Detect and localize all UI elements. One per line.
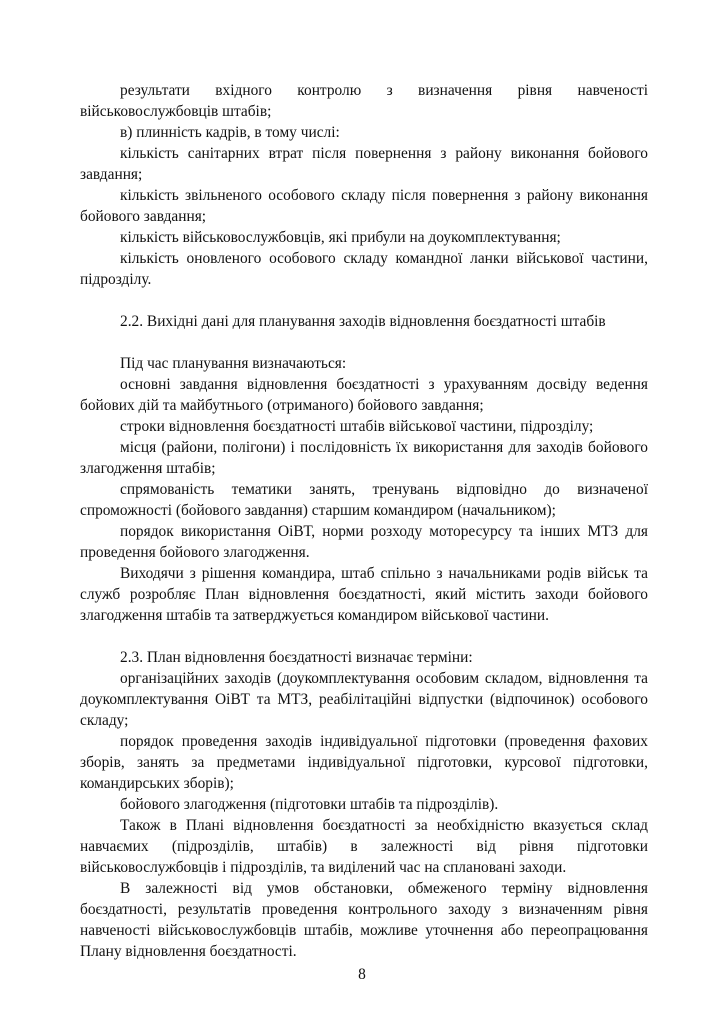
paragraph: кількість санітарних втрат після повернення з району виконання бойового завдання; [80, 145, 648, 183]
paragraph: організаційних заходів (доукомплектування особовим складом, відновлення та доукомплектування ОіВТ та МТЗ, реабілітаційні відпустки (відпочинок) особового складу; [80, 670, 648, 729]
section-heading-2-3: 2.3. План відновлення боєздатності визначає терміни: [120, 649, 473, 666]
paragraph: Під час планування визначаються: [120, 355, 347, 372]
paragraph: кількість звільненого особового складу після повернення з району виконання бойового завдання; [80, 187, 648, 225]
paragraph: кількість оновленого особового складу командної ланки військової частини, підрозділу. [80, 250, 648, 288]
spacer [80, 626, 648, 647]
paragraph: Виходячи з рішення командира, штаб спільно з начальниками родів військ та служб розробляє План відновлення боєздатності, який містить заходи бойового злагодження штабів та затверджується командиром військової частини. [80, 565, 648, 624]
page-number: 8 [358, 966, 366, 983]
paragraph: кількість військовослужбовців, які прибули на доукомплектування; [120, 229, 561, 246]
paragraph: бойового злагодження (підготовки штабів та підрозділів). [120, 796, 499, 813]
paragraph: результати вхідного контролю з визначення рівня навченості військовослужбовців штабів; [80, 82, 648, 120]
paragraph: спрямованість тематики занять, тренувань відповідно до визначеної спроможності (бойового завдання) старшим командиром (начальником); [80, 481, 648, 519]
spacer [80, 332, 648, 353]
paragraph: основні завдання відновлення боєздатності з урахуванням досвіду ведення бойових дій та майбутнього (отриманого) бойового завдання; [80, 376, 648, 414]
paragraph: Також в Плані відновлення боєздатності за необхідністю вказується склад навчаємих (підрозділів, штабів) в залежності від рівня підготовки військовослужбовців і підрозділів, та виділений час на сплановані заходи. [80, 817, 648, 876]
paragraph: порядок використання ОіВТ, норми розходу моторесурсу та інших МТЗ для проведення бойового злагодження. [80, 523, 648, 561]
document-page [80, 80, 648, 962]
paragraph: місця (райони, полігони) і послідовність їх використання для заходів бойового злагодження штабів; [80, 439, 648, 477]
spacer [80, 290, 648, 311]
paragraph: строки відновлення боєздатності штабів військової частини, підрозділу; [120, 418, 594, 435]
paragraph: в) плинність кадрів, в тому числі: [120, 124, 340, 141]
paragraph: В залежності від умов обстановки, обмеженого терміну відновлення боєздатності, результатів проведення контрольного заходу з визначенням рівня навченості військовослужбовців штабів, можливе уточнення або переопрацювання Плану відновлення боєздатності. [80, 880, 648, 960]
paragraph: порядок проведення заходів індивідуальної підготовки (проведення фахових зборів, занять за предметами індивідуальної підготовки, курсової підготовки, командирських зборів); [80, 733, 648, 792]
section-heading-2-2: 2.2. Вихідні дані для планування заходів відновлення боєздатності штабів [120, 313, 606, 330]
